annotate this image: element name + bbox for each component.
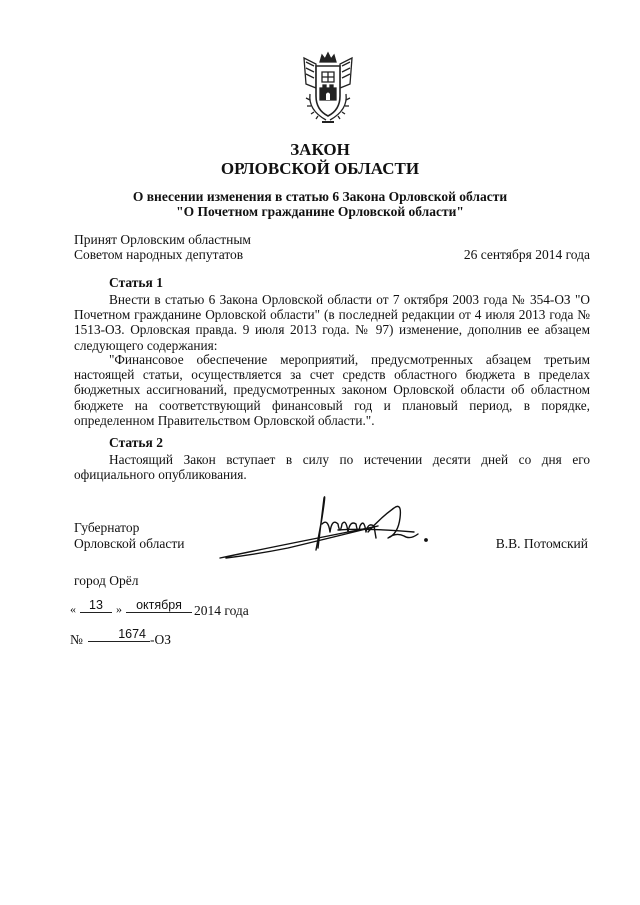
coat-of-arms-icon: [296, 50, 360, 126]
document-title: ЗАКОН: [290, 140, 350, 159]
signatory-position-line: Губернатор: [74, 520, 140, 535]
article-2-paragraph: Настоящий Закон вступает в силу по истечении десяти дней со дня его официального опубликования.: [74, 452, 590, 483]
signatory-position: [74, 520, 184, 552]
signing-month: октября: [126, 598, 192, 613]
article-1-title: Статья 1: [109, 275, 163, 290]
article-1-quoted-paragraph: "Финансовое обеспечение мероприятий, предусмотренных абзацем третьим настоящей статьи, осуществляется за счет средств областного бюджета в пределах бюджетных ассигнований, предусмотренных законом Орловской области об областном бюджете на соответствующий финансовый год и плановый период, в порядке, определенном Правительством Орловской области.".: [74, 352, 590, 428]
signatory-name: В.В. Потомский: [495, 536, 588, 551]
handwritten-signature: [218, 488, 438, 560]
article-2-title: Статья 2: [109, 435, 163, 450]
signing-year: 2014 года: [194, 603, 249, 618]
law-number-value: 1674: [88, 627, 150, 642]
quote-close: »: [116, 602, 122, 616]
document-subtitle: О внесении изменения в статью 6 Закона Орловской области: [132, 189, 508, 204]
city-name: город Орёл: [74, 573, 139, 588]
adoption-line: Советом народных депутатов: [74, 247, 244, 262]
signing-day: 13: [80, 598, 112, 613]
quote-open: «: [70, 602, 76, 616]
number-sign: №: [70, 632, 83, 647]
law-number: [70, 627, 270, 647]
article-1-paragraph: Внести в статью 6 Закона Орловской области от 7 октября 2003 года № 354-ОЗ "О Почетном гражданине Орловской области" (в последней редакции от 4 июля 2013 года № 1513-ОЗ. Орловская правда. 9 июля 2013 года. № 97) изменение, дополнив ее абзацем следующего содержания:: [74, 292, 590, 353]
document-subtitle-law-name: "О Почетном гражданине Орловской области": [176, 204, 464, 219]
signatory-position-line: Орловской области: [74, 536, 185, 551]
adoption-block: [74, 232, 251, 262]
adoption-line: Принят Орловским областным: [74, 232, 251, 247]
signing-date: [70, 598, 270, 618]
law-number-suffix: -ОЗ: [150, 632, 172, 647]
document-title-region: ОРЛОВСКОЙ ОБЛАСТИ: [220, 159, 420, 178]
adoption-date: 26 сентября 2014 года: [463, 247, 590, 262]
